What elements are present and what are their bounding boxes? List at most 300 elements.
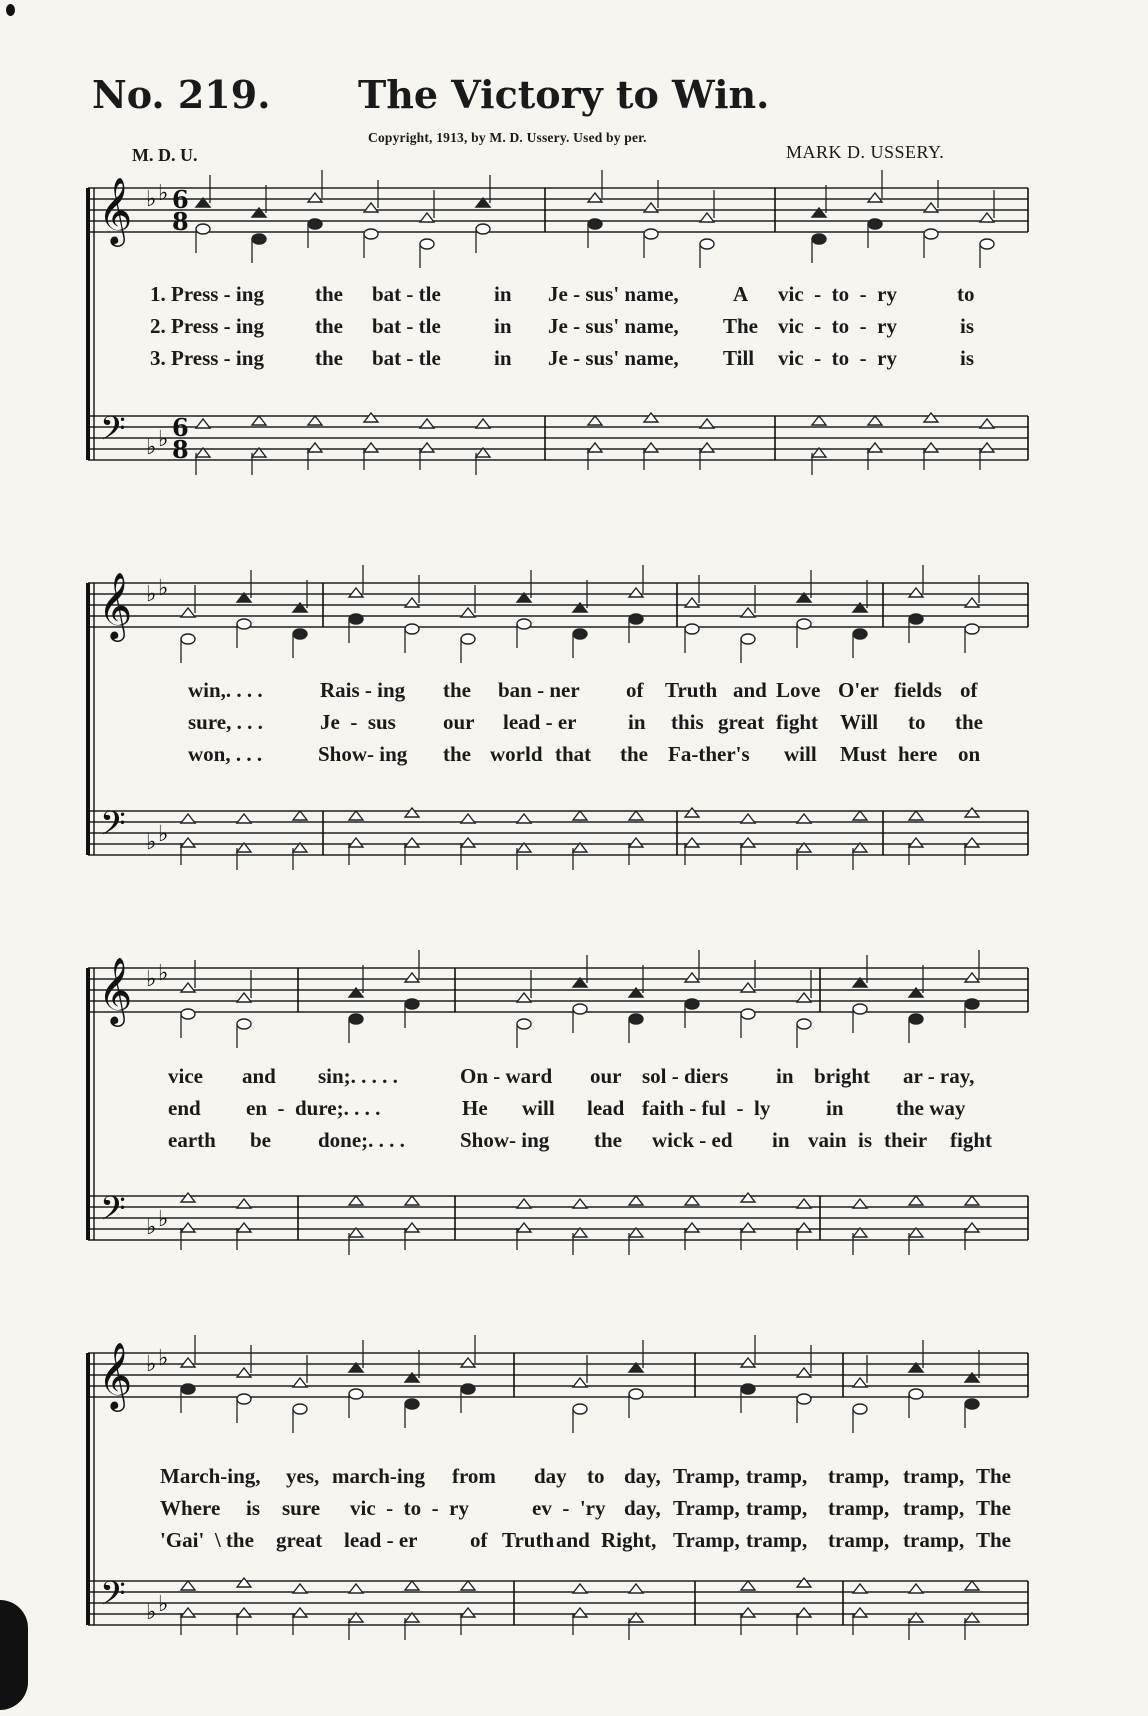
note-head	[476, 224, 490, 234]
lyric-word: in	[826, 1096, 844, 1120]
lyric-word: On - ward	[460, 1064, 553, 1088]
note-head	[629, 1196, 643, 1205]
lyric-word: 'Gai' \ the	[160, 1528, 254, 1552]
note-head	[924, 229, 938, 239]
lyric-word: the	[443, 678, 471, 702]
note-head	[980, 213, 994, 222]
note-head	[700, 419, 714, 428]
note-head	[405, 1581, 419, 1590]
note-head	[700, 213, 714, 222]
note-head	[476, 419, 490, 428]
lyric-word: in	[494, 314, 512, 338]
note-head	[868, 193, 882, 202]
note-head	[364, 413, 378, 422]
lyric-word: en - dure;. . . .	[246, 1096, 381, 1120]
lyric-word: tramp,	[828, 1496, 890, 1520]
note-head	[420, 419, 434, 428]
note-head	[853, 1584, 867, 1593]
note-head	[700, 239, 714, 249]
flat-icon: ♭	[158, 961, 169, 986]
note-head	[237, 1578, 251, 1587]
lyric-word: The	[976, 1496, 1012, 1520]
note-head	[349, 1014, 363, 1024]
note-head	[293, 1378, 307, 1387]
note-head	[965, 1196, 979, 1205]
flat-icon: ♭	[158, 181, 169, 206]
note-head	[629, 1389, 643, 1399]
note-head	[308, 416, 322, 425]
note-head	[420, 443, 434, 452]
bass-clef-icon: 𝄢	[100, 1575, 126, 1621]
lyric-word: from	[452, 1464, 496, 1488]
lyric-word: ar - ray,	[903, 1064, 975, 1088]
lyric-word: is	[246, 1496, 261, 1520]
note-head	[868, 443, 882, 452]
note-head	[588, 193, 602, 202]
note-head	[420, 239, 434, 249]
note-head	[349, 588, 363, 597]
note-head	[741, 983, 755, 992]
lyric-word: Till	[723, 346, 755, 370]
lyric-line-1-verse-3	[0, 346, 1148, 372]
note-head	[517, 1199, 531, 1208]
lyric-word: Truth	[502, 1528, 555, 1552]
note-head	[461, 634, 475, 644]
note-head	[685, 999, 699, 1009]
note-head	[573, 1404, 587, 1414]
lyric-word: and	[556, 1528, 590, 1552]
note-head	[461, 1581, 475, 1590]
lyric-word: tramp,	[903, 1528, 965, 1552]
note-head	[868, 219, 882, 229]
lyric-word: in	[628, 710, 646, 734]
note-head	[405, 624, 419, 634]
note-head	[965, 1581, 979, 1590]
flat-icon: ♭	[146, 187, 157, 212]
note-head	[517, 1019, 531, 1029]
lyric-word: tramp,	[903, 1464, 965, 1488]
lyric-word: Tramp,	[673, 1528, 740, 1552]
flat-icon: ♭	[158, 427, 169, 452]
hymn-title: The Victory to Win.	[358, 72, 770, 117]
note-head	[573, 1199, 587, 1208]
note-head	[741, 1384, 755, 1394]
note-head	[812, 234, 826, 244]
note-head	[909, 1196, 923, 1205]
lyric-word: the	[315, 314, 343, 338]
lyric-word: to	[587, 1464, 605, 1488]
lyric-word: that	[555, 742, 592, 766]
time-signature-numerator: 6	[172, 413, 189, 442]
lyric-line-2-verse-3	[0, 742, 1148, 768]
lyric-word: of	[960, 678, 978, 702]
note-head	[461, 1384, 475, 1394]
note-head	[588, 219, 602, 229]
note-head	[405, 999, 419, 1009]
hymn-number: No. 219.	[92, 72, 271, 117]
lyric-word: is	[858, 1128, 873, 1152]
lyric-word: tramp,	[903, 1496, 965, 1520]
lyric-word: tramp,	[828, 1464, 890, 1488]
bass-clef-icon: 𝄢	[100, 805, 126, 851]
note-head	[980, 239, 994, 249]
lyric-word: faith - ful - ly	[642, 1096, 771, 1120]
flat-icon: ♭	[158, 1207, 169, 1232]
note-head	[741, 1223, 755, 1232]
note-head	[349, 614, 363, 624]
note-head	[965, 624, 979, 634]
note-head	[293, 1584, 307, 1593]
lyric-word: in	[776, 1064, 794, 1088]
treble-clef-icon: 𝄞	[98, 956, 133, 1024]
note-head	[909, 588, 923, 597]
lyric-line-4-verse-3	[0, 1528, 1148, 1554]
lyric-line-3-verse-1	[0, 1064, 1148, 1090]
lyric-word: fight	[950, 1128, 992, 1152]
lyric-word: their	[884, 1128, 928, 1152]
lyric-word: Love	[776, 678, 821, 702]
lyric-word: Je - sus' name,	[548, 314, 679, 338]
note-head	[685, 1196, 699, 1205]
flat-icon: ♭	[146, 435, 157, 460]
note-head	[573, 629, 587, 639]
treble-clef-icon: 𝄞	[98, 176, 133, 244]
lyric-word: is	[960, 346, 975, 370]
note-head	[461, 1358, 475, 1367]
note-head	[629, 614, 643, 624]
note-head	[349, 1389, 363, 1399]
lyric-word: vic - to - ry	[350, 1496, 469, 1520]
bass-clef-icon: 𝄢	[100, 410, 126, 456]
lyric-word: lead - er	[503, 710, 577, 734]
note-head	[237, 1223, 251, 1232]
lyric-word: and	[242, 1064, 276, 1088]
lyric-word: sure, . . .	[188, 710, 263, 734]
note-head	[741, 1009, 755, 1019]
note-head	[573, 1608, 587, 1617]
note-head	[965, 1223, 979, 1232]
note-head	[853, 1404, 867, 1414]
treble-clef-icon: 𝄞	[98, 1341, 133, 1409]
note-head	[629, 811, 643, 820]
note-head	[685, 1223, 699, 1232]
lyric-line-4-verse-1	[0, 1464, 1148, 1490]
lyric-word: will	[784, 742, 817, 766]
lyric-word: A	[733, 282, 749, 306]
lyric-word: the	[315, 282, 343, 306]
lyric-word: the way	[896, 1096, 966, 1120]
note-head	[797, 1223, 811, 1232]
note-head	[181, 1193, 195, 1202]
note-head	[700, 443, 714, 452]
lyric-word: will	[522, 1096, 555, 1120]
lyric-word: tramp,	[746, 1464, 808, 1488]
note-head	[573, 1584, 587, 1593]
note-head	[588, 443, 602, 452]
lyric-word: Truth	[665, 678, 718, 702]
treble-clef-icon: 𝄞	[98, 571, 133, 639]
note-head	[308, 219, 322, 229]
lyric-word: of	[470, 1528, 488, 1552]
lyric-word: day,	[624, 1496, 661, 1520]
lyric-word: yes,	[286, 1464, 320, 1488]
note-head	[980, 419, 994, 428]
lyric-word: Je - sus' name,	[548, 346, 679, 370]
lyric-word: Show- ing	[460, 1128, 550, 1152]
note-head	[517, 814, 531, 823]
note-head	[364, 443, 378, 452]
note-head	[797, 1368, 811, 1377]
lyric-word: vic - to - ry	[778, 282, 897, 306]
note-head	[797, 814, 811, 823]
lyric-word: vic - to - ry	[778, 314, 897, 338]
lyric-word: vain	[808, 1128, 847, 1152]
lyric-word: our	[590, 1064, 622, 1088]
note-head	[644, 443, 658, 452]
composer-name: MARK D. USSERY.	[786, 142, 945, 162]
lyric-word: vic - to - ry	[778, 346, 897, 370]
note-head	[644, 229, 658, 239]
note-head	[853, 1378, 867, 1387]
lyric-line-2-verse-2	[0, 710, 1148, 736]
note-head	[405, 808, 419, 817]
note-head	[965, 808, 979, 817]
note-head	[797, 1608, 811, 1617]
note-head	[741, 1581, 755, 1590]
note-head	[741, 1608, 755, 1617]
note-head	[980, 443, 994, 452]
note-head	[308, 193, 322, 202]
note-head	[364, 229, 378, 239]
note-head	[181, 1009, 195, 1019]
note-head	[237, 1394, 251, 1404]
note-head	[237, 993, 251, 1002]
lyric-word: Tramp,	[673, 1496, 740, 1520]
note-head	[685, 598, 699, 607]
note-head	[644, 203, 658, 212]
note-head	[741, 1358, 755, 1367]
note-head	[909, 1389, 923, 1399]
lyric-word: the	[443, 742, 471, 766]
note-head	[405, 598, 419, 607]
flat-icon: ♭	[158, 822, 169, 847]
note-head	[685, 624, 699, 634]
note-head	[741, 838, 755, 847]
lyric-word: lead - er	[344, 1528, 418, 1552]
note-head	[252, 416, 266, 425]
lyric-word: Show- ing	[318, 742, 408, 766]
note-head	[181, 634, 195, 644]
note-head	[181, 1608, 195, 1617]
note-head	[181, 838, 195, 847]
note-head	[685, 808, 699, 817]
lyric-word: lead	[587, 1096, 625, 1120]
note-head	[853, 1199, 867, 1208]
lyric-word: done;. . . .	[318, 1128, 405, 1152]
flat-icon: ♭	[146, 830, 157, 855]
lyric-word: here	[898, 742, 938, 766]
note-head	[741, 608, 755, 617]
flat-icon: ♭	[158, 1592, 169, 1617]
flat-icon: ♭	[146, 1352, 157, 1377]
lyric-word: the	[955, 710, 983, 734]
note-head	[349, 1196, 363, 1205]
note-head	[741, 634, 755, 644]
lyric-word: vice	[168, 1064, 203, 1088]
lyric-word: day,	[624, 1464, 661, 1488]
note-head	[237, 1368, 251, 1377]
note-head	[405, 973, 419, 982]
lyric-word: be	[250, 1128, 271, 1152]
lyric-word: the	[620, 742, 648, 766]
lyric-word: our	[443, 710, 475, 734]
lyric-word: sin;. . . . .	[318, 1064, 398, 1088]
note-head	[181, 1223, 195, 1232]
note-head	[308, 443, 322, 452]
lyric-word: tramp,	[828, 1528, 890, 1552]
lyric-word: bat - tle	[372, 282, 441, 306]
note-head	[196, 224, 210, 234]
note-head	[797, 1019, 811, 1029]
note-head	[629, 1584, 643, 1593]
note-head	[517, 619, 531, 629]
note-head	[517, 993, 531, 1002]
lyric-word: this	[671, 710, 704, 734]
ink-spot	[6, 4, 15, 16]
note-head	[853, 629, 867, 639]
lyric-word: march-ing	[332, 1464, 425, 1488]
note-head	[405, 1196, 419, 1205]
note-head	[629, 838, 643, 847]
note-head	[909, 1584, 923, 1593]
note-head	[573, 811, 587, 820]
note-head	[181, 983, 195, 992]
note-head	[812, 416, 826, 425]
lyric-line-4-verse-2	[0, 1496, 1148, 1522]
note-head	[588, 416, 602, 425]
note-head	[237, 1019, 251, 1029]
lyric-word: world	[490, 742, 543, 766]
lyric-word: end	[168, 1096, 201, 1120]
note-head	[293, 1608, 307, 1617]
lyric-word: ban - ner	[498, 678, 580, 702]
lyric-word: Tramp,	[673, 1464, 740, 1488]
note-head	[965, 1399, 979, 1409]
note-head	[461, 814, 475, 823]
note-head	[644, 413, 658, 422]
lyric-word: the	[594, 1128, 622, 1152]
lyric-word: 1. Press - ing	[150, 282, 264, 306]
lyric-word: tramp,	[746, 1496, 808, 1520]
flat-icon: ♭	[158, 576, 169, 601]
lyric-word: and	[733, 678, 767, 702]
note-head	[573, 1378, 587, 1387]
lyric-word: to	[908, 710, 926, 734]
lyric-word: Right,	[601, 1528, 657, 1552]
lyric-word: Must	[840, 742, 887, 766]
note-head	[629, 1014, 643, 1024]
lyric-word: fight	[776, 710, 818, 734]
note-head	[965, 999, 979, 1009]
lyric-word: great	[718, 710, 765, 734]
note-head	[965, 838, 979, 847]
lyric-word: in	[772, 1128, 790, 1152]
note-head	[741, 1193, 755, 1202]
lyric-word: Rais - ing	[320, 678, 406, 702]
lyric-word: to	[957, 282, 975, 306]
lyric-word: fields	[894, 678, 942, 702]
lyric-word: The	[723, 314, 759, 338]
note-head	[629, 588, 643, 597]
note-head	[181, 1581, 195, 1590]
lyric-word: in	[494, 282, 512, 306]
note-head	[797, 993, 811, 1002]
lyric-word: O'er	[838, 678, 879, 702]
lyric-word: wick - ed	[652, 1128, 733, 1152]
note-head	[293, 811, 307, 820]
lyric-word: Je - sus' name,	[548, 282, 679, 306]
note-head	[405, 1223, 419, 1232]
lyric-word: 2. Press - ing	[150, 314, 264, 338]
flat-icon: ♭	[146, 1600, 157, 1625]
note-head	[237, 1199, 251, 1208]
note-head	[181, 1358, 195, 1367]
note-head	[364, 203, 378, 212]
lyric-word: bright	[814, 1064, 871, 1088]
note-head	[181, 814, 195, 823]
note-head	[853, 811, 867, 820]
note-head	[924, 203, 938, 212]
lyric-word: earth	[168, 1128, 216, 1152]
lyric-word: Je - sus	[320, 710, 396, 734]
note-head	[349, 1584, 363, 1593]
lyric-word: March-ing,	[160, 1464, 261, 1488]
note-head	[196, 419, 210, 428]
flat-icon: ♭	[158, 1346, 169, 1371]
lyric-word: is	[960, 314, 975, 338]
lyric-word: The	[976, 1464, 1012, 1488]
lyric-word: tramp,	[746, 1528, 808, 1552]
time-signature-denominator: 8	[172, 435, 189, 464]
note-head	[965, 973, 979, 982]
note-head	[797, 1394, 811, 1404]
note-head	[181, 608, 195, 617]
lyric-word: day	[534, 1464, 567, 1488]
lyric-line-3-verse-3	[0, 1128, 1148, 1154]
lyric-word: Fa-ther's	[668, 742, 750, 766]
note-head	[181, 1384, 195, 1394]
flat-icon: ♭	[146, 582, 157, 607]
note-head	[461, 838, 475, 847]
note-head	[293, 1404, 307, 1414]
note-head	[293, 629, 307, 639]
note-head	[797, 1578, 811, 1587]
lyric-word: on	[958, 742, 981, 766]
lyric-word: sure	[282, 1496, 321, 1520]
bass-clef-icon: 𝄢	[100, 1190, 126, 1236]
time-signature-denominator: 8	[172, 207, 189, 236]
lyric-word: win,. . . .	[188, 678, 263, 702]
note-head	[420, 213, 434, 222]
note-head	[252, 234, 266, 244]
note-head	[237, 814, 251, 823]
lyric-word: won, . . .	[188, 742, 263, 766]
note-head	[797, 619, 811, 629]
lyric-word: ev - 'ry	[532, 1496, 606, 1520]
note-head	[237, 619, 251, 629]
note-head	[573, 1004, 587, 1014]
note-head	[797, 1199, 811, 1208]
